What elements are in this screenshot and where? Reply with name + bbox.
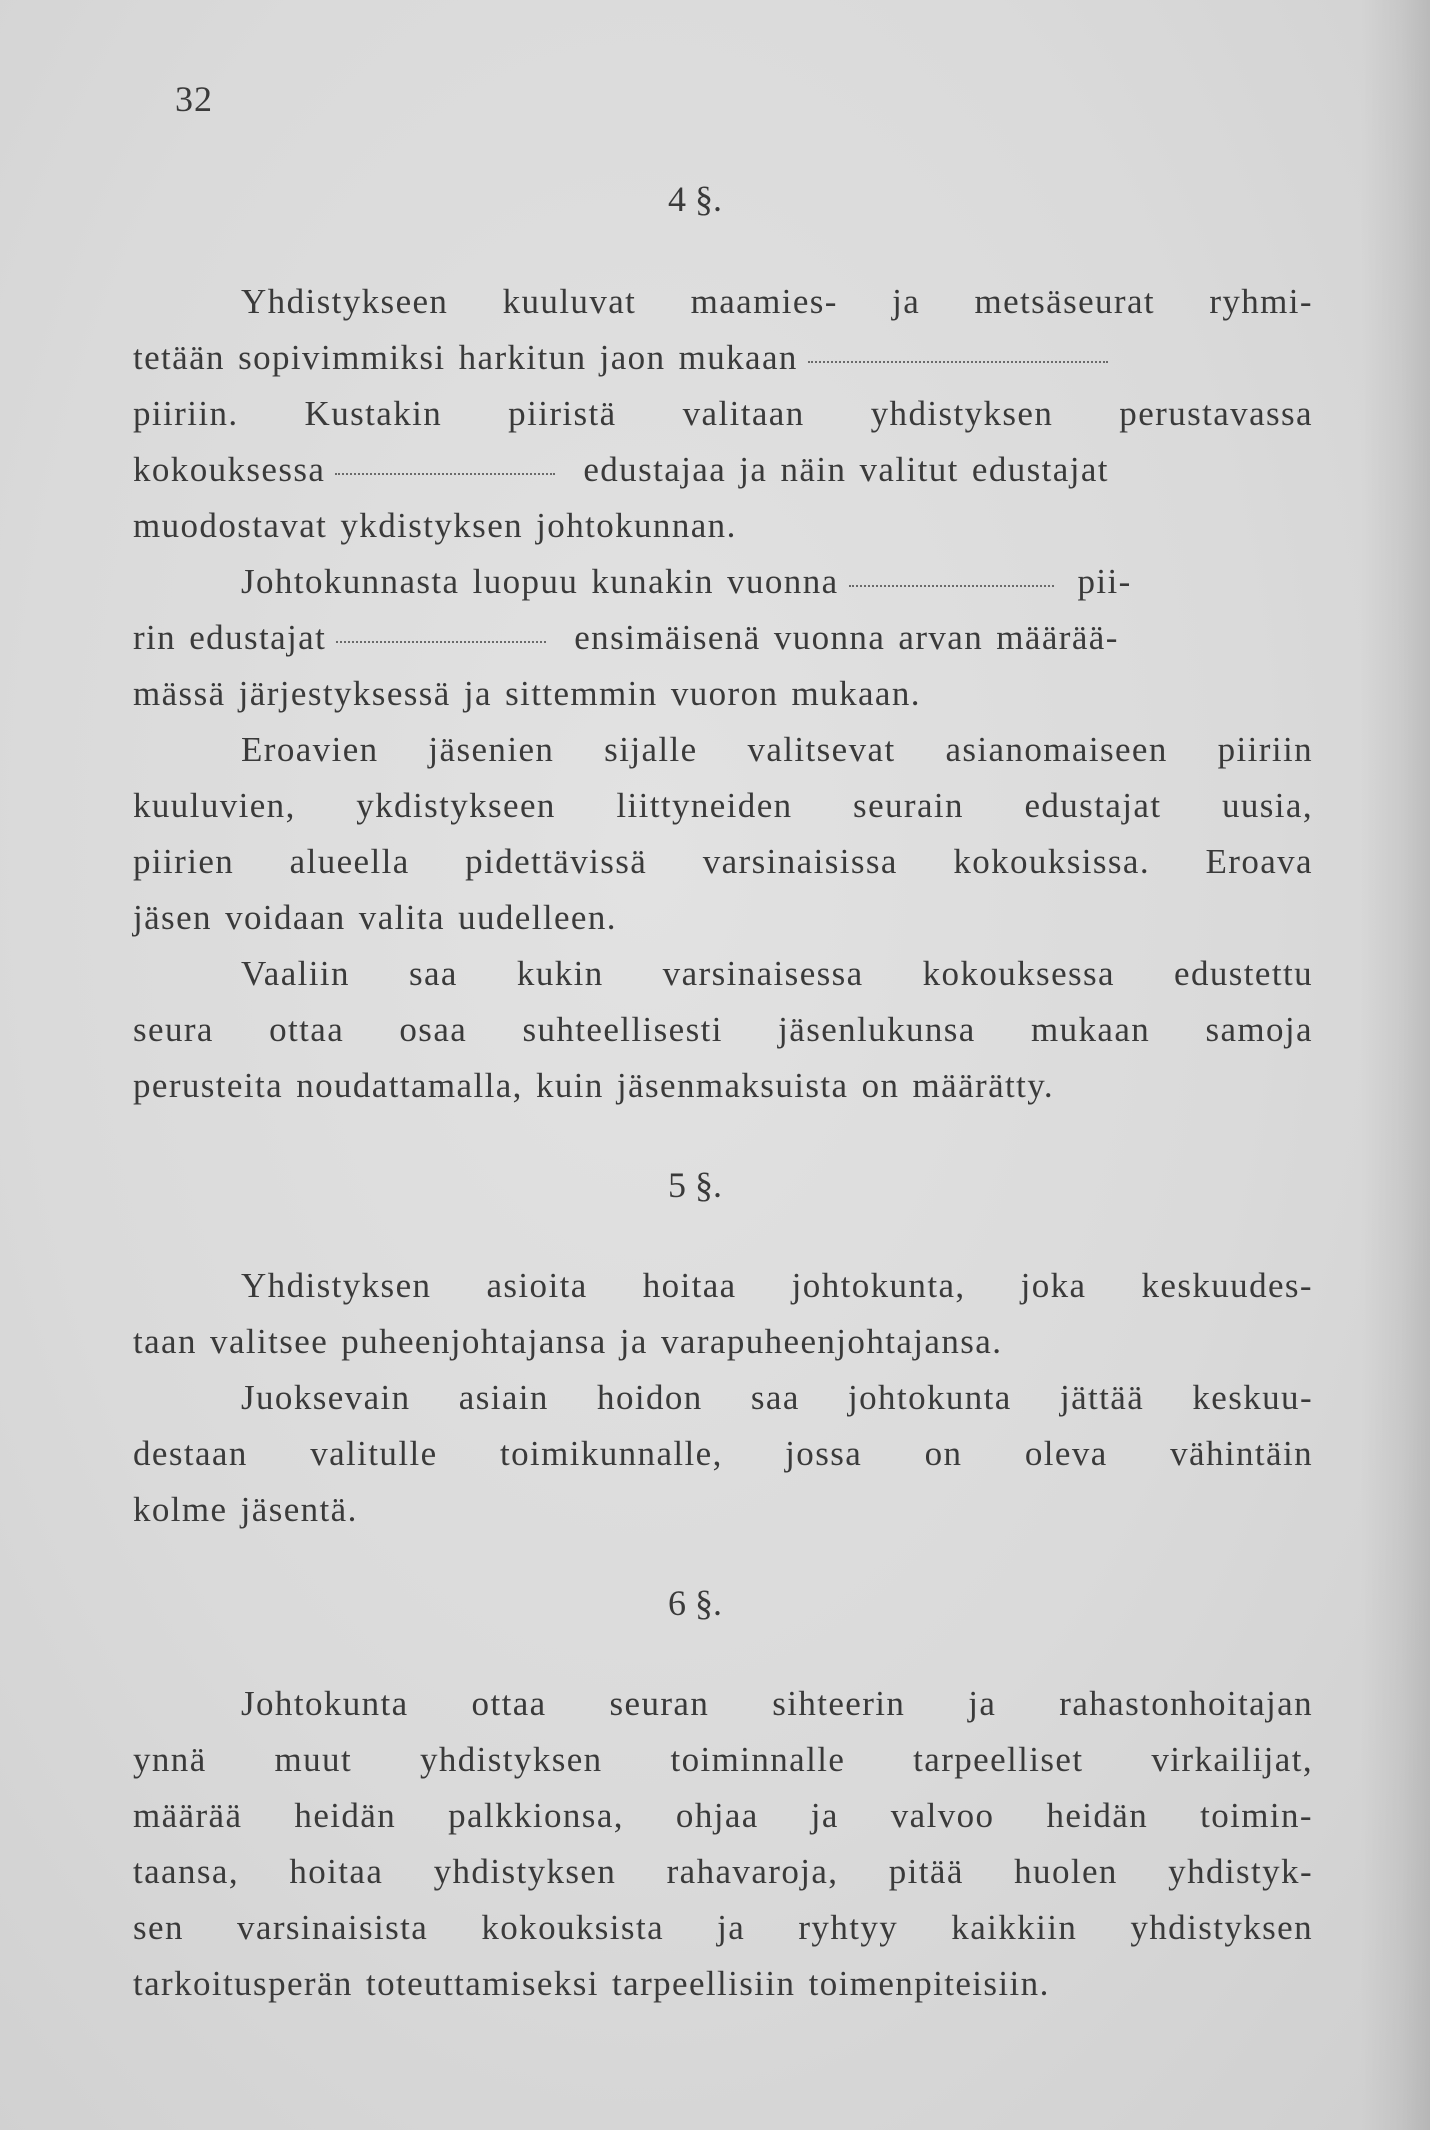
text-line: muodostavat ykdistyksen johtokunnan. bbox=[133, 506, 737, 545]
page-spine-shadow bbox=[1360, 0, 1430, 2130]
text-line: taan valitsee puheenjohtajansa ja varapuheenjohtajansa. bbox=[133, 1322, 1003, 1361]
text-fragment: pii- bbox=[1077, 562, 1132, 601]
text-fragment: edustajaa ja näin valitut edustajat bbox=[583, 450, 1109, 489]
text-line: Yhdistykseen kuuluvat maamies- ja metsäseurat ryhmi- bbox=[241, 282, 1313, 321]
text-line: tarkoitusperän toteuttamiseksi tarpeellisiin toimenpiteisiin. bbox=[133, 1964, 1050, 2003]
fill-in-blank bbox=[335, 473, 555, 475]
text-line: mässä järjestyksessä ja sittemmin vuoron mukaan. bbox=[133, 674, 921, 713]
section-heading-6: 6 §. bbox=[668, 1583, 722, 1623]
text-line: piiriin. Kustakin piiristä valitaan yhdistyksen perustavassa bbox=[133, 394, 1313, 433]
text-line bbox=[133, 554, 1313, 610]
fill-in-blank bbox=[808, 361, 1108, 363]
text-fragment: tetään sopivimmiksi harkitun jaon mukaan bbox=[133, 338, 798, 377]
fill-in-blank bbox=[849, 585, 1054, 587]
text-line: määrää heidän palkkionsa, ohjaa ja valvoo heidän toimin- bbox=[133, 1796, 1313, 1835]
text-line: taansa, hoitaa yhdistyksen rahavaroja, pitää huolen yhdistyk- bbox=[133, 1852, 1313, 1891]
text-line: seura ottaa osaa suhteellisesti jäsenlukunsa mukaan samoja bbox=[133, 1010, 1313, 1049]
section-4-body bbox=[133, 274, 1313, 1114]
section-6-body bbox=[133, 1676, 1313, 2012]
section-heading-4: 4 §. bbox=[668, 179, 722, 219]
text-line: sen varsinaisista kokouksista ja ryhtyy kaikkiin yhdistyksen bbox=[133, 1908, 1313, 1947]
section-heading-5: 5 §. bbox=[668, 1165, 722, 1205]
text-line: Vaaliin saa kukin varsinaisessa kokouksessa edustettu bbox=[241, 954, 1313, 993]
text-fragment: ensimäisenä vuonna arvan määrää- bbox=[574, 618, 1119, 657]
text-line: destaan valitulle toimikunnalle, jossa on oleva vähintäin bbox=[133, 1434, 1313, 1473]
text-line: kolme jäsentä. bbox=[133, 1490, 358, 1529]
text-line bbox=[133, 330, 1313, 386]
text-line: Johtokunta ottaa seuran sihteerin ja rahastonhoitajan bbox=[241, 1684, 1313, 1723]
section-5-body bbox=[133, 1258, 1313, 1538]
text-line: piirien alueella pidettävissä varsinaisissa kokouksissa. Eroava bbox=[133, 842, 1313, 881]
page-number: 32 bbox=[175, 79, 213, 119]
text-line: perusteita noudattamalla, kuin jäsenmaksuista on määrätty. bbox=[133, 1066, 1055, 1105]
text-line bbox=[133, 442, 1313, 498]
text-line: Yhdistyksen asioita hoitaa johtokunta, joka keskuudes- bbox=[241, 1266, 1313, 1305]
text-line: jäsen voidaan valita uudelleen. bbox=[133, 898, 617, 937]
text-line: Juoksevain asiain hoidon saa johtokunta jättää keskuu- bbox=[241, 1378, 1313, 1417]
text-line: kuuluvien, ykdistykseen liittyneiden seurain edustajat uusia, bbox=[133, 786, 1313, 825]
text-fragment: Johtokunnasta luopuu kunakin vuonna bbox=[241, 562, 839, 601]
text-fragment: kokouksessa bbox=[133, 450, 326, 489]
text-fragment: rin edustajat bbox=[133, 618, 327, 657]
fill-in-blank bbox=[336, 641, 546, 643]
text-line bbox=[133, 610, 1313, 666]
text-line: Eroavien jäsenien sijalle valitsevat asianomaiseen piiriin bbox=[241, 730, 1313, 769]
text-line: ynnä muut yhdistyksen toiminnalle tarpeelliset virkailijat, bbox=[133, 1740, 1313, 1779]
